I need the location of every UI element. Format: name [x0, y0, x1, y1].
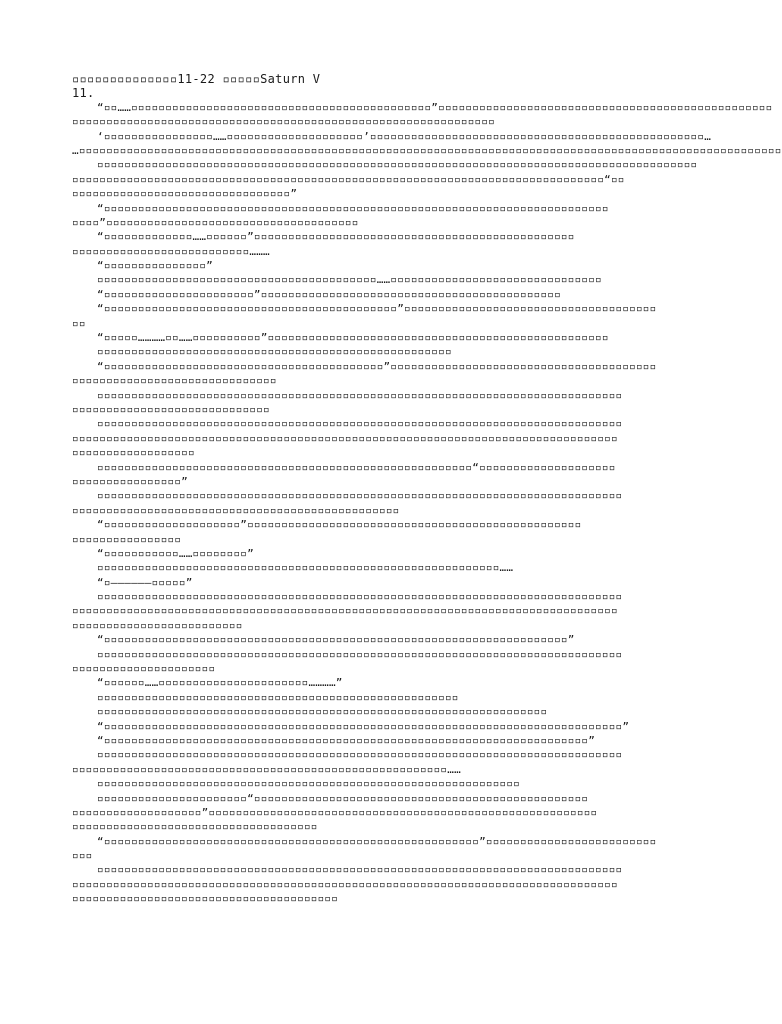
text-line: ▫▫▫▫▫▫▫▫▫▫▫▫▫▫▫▫	[72, 532, 182, 546]
chapter-header: ▫▫▫▫▫▫▫▫▫▫▫▫▫▫11-22 ▫▫▫▫▫Saturn V	[72, 72, 321, 86]
text-line: “▫▫▫▫▫▫▫▫▫▫▫▫▫▫▫▫▫▫▫▫▫▫▫▫▫▫▫▫▫▫▫▫▫▫▫▫▫▫▫▫▫▫▫▫▫▫▫▫▫▫▫▫▫▫▫▫▫▫▫▫▫▫▫▫▫▫▫▫▫▫▫▫▫▫▫▫”	[97, 719, 630, 733]
text-line: ▫▫▫▫▫▫▫▫▫▫▫▫▫▫▫▫▫▫▫▫▫▫▫▫▫▫▫▫▫▫▫▫▫▫▫▫▫▫▫▫▫▫▫▫▫▫▫▫▫▫▫▫▫▫▫▫▫▫▫▫▫▫▫▫▫▫▫▫▫▫▫▫▫▫▫▫▫	[97, 489, 623, 503]
document-page	[72, 72, 782, 907]
body-text	[72, 100, 782, 907]
text-line: ▫▫▫▫▫▫▫▫▫▫▫▫▫▫▫▫▫▫▫▫▫▫▫▫▫▫▫▫▫▫▫▫▫▫▫▫▫▫▫▫▫▫▫▫▫▫▫▫▫▫▫▫▫▫▫“▫▫▫▫▫▫▫▫▫▫▫▫▫▫▫▫▫▫▫▫	[97, 460, 616, 474]
text-line: ▫▫▫▫▫▫▫▫▫▫▫▫▫▫▫▫▫▫▫▫▫▫▫▫▫	[72, 618, 243, 632]
text-line: ▫▫▫▫▫▫▫▫▫▫▫▫▫▫▫▫▫▫▫▫▫▫▫▫▫▫▫▫▫▫▫▫▫▫▫▫▫▫▫▫▫▫▫▫▫▫▫▫▫▫▫▫▫▫▫▫▫▫▫▫▫▫▫▫▫▫▫▫▫▫▫▫▫▫▫▫▫	[97, 417, 623, 431]
text-line: ▫▫▫▫▫▫▫▫▫▫▫▫▫▫▫▫▫▫▫▫▫▫▫▫▫▫▫▫▫▫▫▫”	[72, 187, 298, 201]
text-line: ▫▫▫▫▫▫▫▫▫▫▫▫▫▫▫▫▫▫▫▫▫▫▫▫▫▫▫▫▫▫▫▫▫▫▫▫	[72, 820, 318, 834]
text-line: ▫▫▫▫▫▫▫▫▫▫▫▫▫▫▫▫▫▫▫▫▫▫▫▫▫▫▫▫▫▫▫▫▫▫▫▫▫▫▫▫▫▫▫▫▫▫▫▫▫▫▫▫▫▫▫▫▫▫▫▫▫▫▫▫▫▫▫▫▫▫▫▫▫▫▫▫▫	[97, 647, 623, 661]
text-line: ▫▫▫▫”▫▫▫▫▫▫▫▫▫▫▫▫▫▫▫▫▫▫▫▫▫▫▫▫▫▫▫▫▫▫▫▫▫▫▫▫▫	[72, 215, 359, 229]
text-line: ▫▫▫▫▫▫▫▫▫▫▫▫▫▫▫▫▫▫▫▫▫▫▫▫▫▫▫▫▫▫▫▫▫▫▫▫▫▫▫▫▫……▫▫▫▫▫▫▫▫▫▫▫▫▫▫▫▫▫▫▫▫▫▫▫▫▫▫▫▫▫▫▫	[97, 273, 602, 287]
text-line: ▫▫▫▫▫▫▫▫▫▫▫▫▫▫▫▫▫▫▫▫▫▫▫▫▫▫▫▫▫▫▫▫▫▫▫▫▫▫▫▫▫▫▫▫▫▫▫▫▫▫▫▫▫▫▫▫▫▫▫▫▫▫▫▫▫▫▫▫▫▫▫▫▫▫▫▫▫	[97, 863, 623, 877]
text-line: ▫▫▫▫▫▫▫▫▫▫▫▫▫▫▫▫▫▫▫▫▫▫▫▫▫▫▫▫▫▫▫▫▫▫▫▫▫▫▫▫▫▫▫▫▫▫▫▫▫▫▫▫▫▫▫▫▫▫▫▫▫▫▫▫▫▫▫▫▫▫▫▫▫▫▫▫▫	[97, 748, 623, 762]
text-line: ▫▫▫▫▫▫▫▫▫▫▫▫▫▫▫▫▫▫▫▫▫▫▫▫▫▫▫▫▫▫▫▫▫▫▫▫▫▫▫▫▫▫▫▫▫▫▫▫▫▫▫▫▫▫▫▫▫▫▫▫▫▫▫▫▫▫▫▫▫▫▫▫▫▫▫▫▫	[97, 590, 623, 604]
text-line: ▫▫▫▫▫▫▫▫▫▫▫▫▫▫▫▫▫▫▫▫▫▫▫▫▫▫………	[72, 244, 270, 258]
text-line: ▫▫▫▫▫▫▫▫▫▫▫▫▫▫▫▫▫▫▫▫▫▫▫▫▫▫▫▫▫▫▫▫▫▫▫▫▫▫▫▫▫▫▫▫▫▫▫▫▫▫▫▫	[97, 345, 452, 359]
text-line: ▫▫▫▫▫▫▫▫▫▫▫▫▫▫▫▫▫▫▫”▫▫▫▫▫▫▫▫▫▫▫▫▫▫▫▫▫▫▫▫▫▫▫▫▫▫▫▫▫▫▫▫▫▫▫▫▫▫▫▫▫▫▫▫▫▫▫▫▫▫▫▫▫▫▫▫▫	[72, 805, 598, 819]
text-line: “▫——————▫▫▫▫▫”	[97, 575, 193, 589]
text-line: ▫▫▫	[72, 849, 93, 863]
text-line: “▫▫▫▫▫▫▫▫▫▫▫……▫▫▫▫▫▫▫▫”	[97, 546, 254, 560]
text-line: ▫▫▫▫▫▫▫▫▫▫▫▫▫▫▫▫▫▫▫▫▫▫▫▫▫▫▫▫▫▫▫▫▫▫▫▫▫▫▫▫▫▫▫▫▫▫▫▫▫▫▫▫▫▫▫▫▫▫▫▫▫▫▫▫▫▫▫▫▫▫▫▫▫▫▫▫▫▫▫▫▫▫▫▫▫▫▫▫	[97, 158, 698, 172]
text-line: ▫▫	[72, 316, 86, 330]
text-line: “▫▫▫▫▫▫▫▫▫▫▫▫▫▫▫▫▫▫▫▫▫▫▫▫▫▫▫▫▫▫▫▫▫▫▫▫▫▫▫▫▫▫▫▫▫▫▫▫▫▫▫▫▫▫▫”▫▫▫▫▫▫▫▫▫▫▫▫▫▫▫▫▫▫▫▫▫▫▫▫▫	[97, 834, 657, 848]
text-line: ▫▫▫▫▫▫▫▫▫▫▫▫▫▫▫▫▫▫▫▫▫▫▫▫▫▫▫▫▫	[72, 402, 270, 416]
text-line: “▫▫▫▫▫▫……▫▫▫▫▫▫▫▫▫▫▫▫▫▫▫▫▫▫▫▫▫▫…………”	[97, 676, 343, 690]
text-line: ▫▫▫▫▫▫▫▫▫▫▫▫▫▫▫▫”	[72, 474, 188, 488]
text-line: ▫▫▫▫▫▫▫▫▫▫▫▫▫▫▫▫▫▫▫▫▫▫▫▫▫▫▫▫▫▫▫▫▫▫▫▫▫▫▫▫▫▫▫▫▫▫▫▫▫▫▫▫▫	[97, 690, 459, 704]
text-line: “▫▫▫▫▫…………▫▫……▫▫▫▫▫▫▫▫▫▫”▫▫▫▫▫▫▫▫▫▫▫▫▫▫▫▫▫▫▫▫▫▫▫▫▫▫▫▫▫▫▫▫▫▫▫▫▫▫▫▫▫▫▫▫▫▫▫▫▫▫	[97, 331, 609, 345]
text-line: “▫▫▫▫▫▫▫▫▫▫▫▫▫▫▫▫▫▫▫▫▫▫”▫▫▫▫▫▫▫▫▫▫▫▫▫▫▫▫▫▫▫▫▫▫▫▫▫▫▫▫▫▫▫▫▫▫▫▫▫▫▫▫▫▫▫▫	[97, 287, 561, 301]
text-line: ▫▫▫▫▫▫▫▫▫▫▫▫▫▫▫▫▫▫▫▫▫▫▫▫▫▫▫▫▫▫▫▫▫▫▫▫▫▫▫▫▫▫▫▫▫▫▫▫▫▫▫▫▫▫▫▫▫▫▫▫▫▫▫▫▫▫	[97, 705, 548, 719]
text-line: ‘▫▫▫▫▫▫▫▫▫▫▫▫▫▫▫▫……▫▫▫▫▫▫▫▫▫▫▫▫▫▫▫▫▫▫▫▫’▫▫▫▫▫▫▫▫▫▫▫▫▫▫▫▫▫▫▫▫▫▫▫▫▫▫▫▫▫▫▫▫▫▫▫▫▫▫▫▫▫▫▫▫▫▫▫▫▫…	[97, 129, 712, 143]
text-line: ▫▫▫▫▫▫▫▫▫▫▫▫▫▫▫▫▫▫▫▫▫▫▫▫▫▫▫▫▫▫▫▫▫▫▫▫▫▫▫▫▫▫▫▫▫▫▫▫	[72, 503, 400, 517]
text-line: ▫▫▫▫▫▫▫▫▫▫▫▫▫▫▫▫▫▫▫▫▫▫▫▫▫▫▫▫▫▫▫▫▫▫▫▫▫▫▫▫▫▫▫▫▫▫▫▫▫▫▫▫▫▫▫▫▫▫▫▫▫▫▫▫▫▫▫▫▫▫▫▫▫▫▫▫▫	[97, 388, 623, 402]
text-line: …▫▫▫▫▫▫▫▫▫▫▫▫▫▫▫▫▫▫▫▫▫▫▫▫▫▫▫▫▫▫▫▫▫▫▫▫▫▫▫▫▫▫▫▫▫▫▫▫▫▫▫▫▫▫▫▫▫▫▫▫▫▫▫▫▫▫▫▫▫▫▫▫▫▫▫▫▫▫▫▫▫▫▫▫▫▫▫▫▫▫▫▫▫▫▫▫▫▫▫▫▫▫▫	[72, 143, 782, 157]
text-line: ▫▫▫▫▫▫▫▫▫▫▫▫▫▫▫▫▫▫	[72, 446, 195, 460]
text-line: ▫▫▫▫▫▫▫▫▫▫▫▫▫▫▫▫▫▫▫▫▫▫▫▫▫▫▫▫▫▫▫▫▫▫▫▫▫▫▫▫▫▫▫▫▫▫▫▫▫▫▫▫▫▫▫▫▫▫▫▫▫▫	[97, 777, 520, 791]
text-line: “▫▫▫▫▫▫▫▫▫▫▫▫▫▫▫▫▫▫▫▫”▫▫▫▫▫▫▫▫▫▫▫▫▫▫▫▫▫▫▫▫▫▫▫▫▫▫▫▫▫▫▫▫▫▫▫▫▫▫▫▫▫▫▫▫▫▫▫▫▫	[97, 518, 582, 532]
text-line: ▫▫▫▫▫▫▫▫▫▫▫▫▫▫▫▫▫▫▫▫▫▫▫▫▫▫▫▫▫▫	[72, 374, 277, 388]
text-line: ▫▫▫▫▫▫▫▫▫▫▫▫▫▫▫▫▫▫▫▫▫▫▫▫▫▫▫▫▫▫▫▫▫▫▫▫▫▫▫▫▫▫▫▫▫▫▫▫▫▫▫▫▫▫▫▫▫▫▫▫▫▫▫▫▫▫▫▫▫▫▫▫▫▫▫▫▫▫▫▫	[72, 877, 618, 891]
text-line: ▫▫▫▫▫▫▫▫▫▫▫▫▫▫▫▫▫▫▫▫▫▫▫▫▫▫▫▫▫▫▫▫▫▫▫▫▫▫▫▫▫▫▫▫▫▫▫▫▫▫▫▫▫▫▫▫▫▫▫▫▫▫▫▫▫▫▫▫▫▫▫▫▫▫▫▫▫▫“▫▫	[72, 172, 625, 186]
text-line: ▫▫▫▫▫▫▫▫▫▫▫▫▫▫▫▫▫▫▫▫▫▫▫▫▫▫▫▫▫▫▫▫▫▫▫▫▫▫▫	[72, 892, 339, 906]
text-line: ▫▫▫▫▫▫▫▫▫▫▫▫▫▫▫▫▫▫▫▫▫▫▫▫▫▫▫▫▫▫▫▫▫▫▫▫▫▫▫▫▫▫▫▫▫▫▫▫▫▫▫▫▫▫▫▫▫▫▫▫▫▫	[72, 115, 495, 129]
text-line: “▫▫▫▫▫▫▫▫▫▫▫▫▫▫▫”	[97, 259, 213, 273]
text-line: ▫▫▫▫▫▫▫▫▫▫▫▫▫▫▫▫▫▫▫▫▫▫▫▫▫▫▫▫▫▫▫▫▫▫▫▫▫▫▫▫▫▫▫▫▫▫▫▫▫▫▫▫▫▫▫▫▫▫▫▫▫▫▫▫▫▫▫▫▫▫▫▫▫▫▫▫▫▫▫▫	[72, 604, 618, 618]
text-line: ▫▫▫▫▫▫▫▫▫▫▫▫▫▫▫▫▫▫▫▫▫▫“▫▫▫▫▫▫▫▫▫▫▫▫▫▫▫▫▫▫▫▫▫▫▫▫▫▫▫▫▫▫▫▫▫▫▫▫▫▫▫▫▫▫▫▫▫▫▫▫▫	[97, 791, 589, 805]
text-line: “▫▫▫▫▫▫▫▫▫▫▫▫▫▫▫▫▫▫▫▫▫▫▫▫▫▫▫▫▫▫▫▫▫▫▫▫▫▫▫▫▫▫▫▫▫▫▫▫▫▫▫▫▫▫▫▫▫▫▫▫▫▫▫▫▫▫▫▫▫▫▫▫▫▫	[97, 201, 609, 215]
text-line: “▫▫▫▫▫▫▫▫▫▫▫▫▫……▫▫▫▫▫▫”▫▫▫▫▫▫▫▫▫▫▫▫▫▫▫▫▫▫▫▫▫▫▫▫▫▫▫▫▫▫▫▫▫▫▫▫▫▫▫▫▫▫▫▫▫▫▫	[97, 230, 575, 244]
text-line: “▫▫▫▫▫▫▫▫▫▫▫▫▫▫▫▫▫▫▫▫▫▫▫▫▫▫▫▫▫▫▫▫▫▫▫▫▫▫▫▫▫”▫▫▫▫▫▫▫▫▫▫▫▫▫▫▫▫▫▫▫▫▫▫▫▫▫▫▫▫▫▫▫▫▫▫▫▫▫▫▫	[97, 359, 657, 373]
text-line: “▫▫……▫▫▫▫▫▫▫▫▫▫▫▫▫▫▫▫▫▫▫▫▫▫▫▫▫▫▫▫▫▫▫▫▫▫▫▫▫▫▫▫▫▫▫▫”▫▫▫▫▫▫▫▫▫▫▫▫▫▫▫▫▫▫▫▫▫▫▫▫▫▫▫▫▫▫▫▫▫▫▫▫▫▫▫▫▫▫▫▫▫▫▫▫▫	[97, 100, 773, 114]
text-line: “▫▫▫▫▫▫▫▫▫▫▫▫▫▫▫▫▫▫▫▫▫▫▫▫▫▫▫▫▫▫▫▫▫▫▫▫▫▫▫▫▫▫▫▫▫▫▫▫▫▫▫▫▫▫▫▫▫▫▫▫▫▫▫▫▫▫▫▫”	[97, 633, 575, 647]
text-line: ▫▫▫▫▫▫▫▫▫▫▫▫▫▫▫▫▫▫▫▫▫▫▫▫▫▫▫▫▫▫▫▫▫▫▫▫▫▫▫▫▫▫▫▫▫▫▫▫▫▫▫▫▫▫▫▫▫▫▫……	[97, 561, 514, 575]
chapter-number: 11.	[72, 86, 95, 101]
text-line: ▫▫▫▫▫▫▫▫▫▫▫▫▫▫▫▫▫▫▫▫▫	[72, 662, 216, 676]
text-line: “▫▫▫▫▫▫▫▫▫▫▫▫▫▫▫▫▫▫▫▫▫▫▫▫▫▫▫▫▫▫▫▫▫▫▫▫▫▫▫▫▫▫▫▫▫▫▫▫▫▫▫▫▫▫▫▫▫▫▫▫▫▫▫▫▫▫▫▫▫▫▫”	[97, 733, 596, 747]
text-line: “▫▫▫▫▫▫▫▫▫▫▫▫▫▫▫▫▫▫▫▫▫▫▫▫▫▫▫▫▫▫▫▫▫▫▫▫▫▫▫▫▫▫▫”▫▫▫▫▫▫▫▫▫▫▫▫▫▫▫▫▫▫▫▫▫▫▫▫▫▫▫▫▫▫▫▫▫▫▫▫▫	[97, 302, 657, 316]
text-line: ▫▫▫▫▫▫▫▫▫▫▫▫▫▫▫▫▫▫▫▫▫▫▫▫▫▫▫▫▫▫▫▫▫▫▫▫▫▫▫▫▫▫▫▫▫▫▫▫▫▫▫▫▫▫▫▫▫▫▫▫▫▫▫▫▫▫▫▫▫▫▫▫▫▫▫▫▫▫▫▫	[72, 431, 618, 445]
text-line: ▫▫▫▫▫▫▫▫▫▫▫▫▫▫▫▫▫▫▫▫▫▫▫▫▫▫▫▫▫▫▫▫▫▫▫▫▫▫▫▫▫▫▫▫▫▫▫▫▫▫▫▫▫▫▫……	[72, 762, 461, 776]
